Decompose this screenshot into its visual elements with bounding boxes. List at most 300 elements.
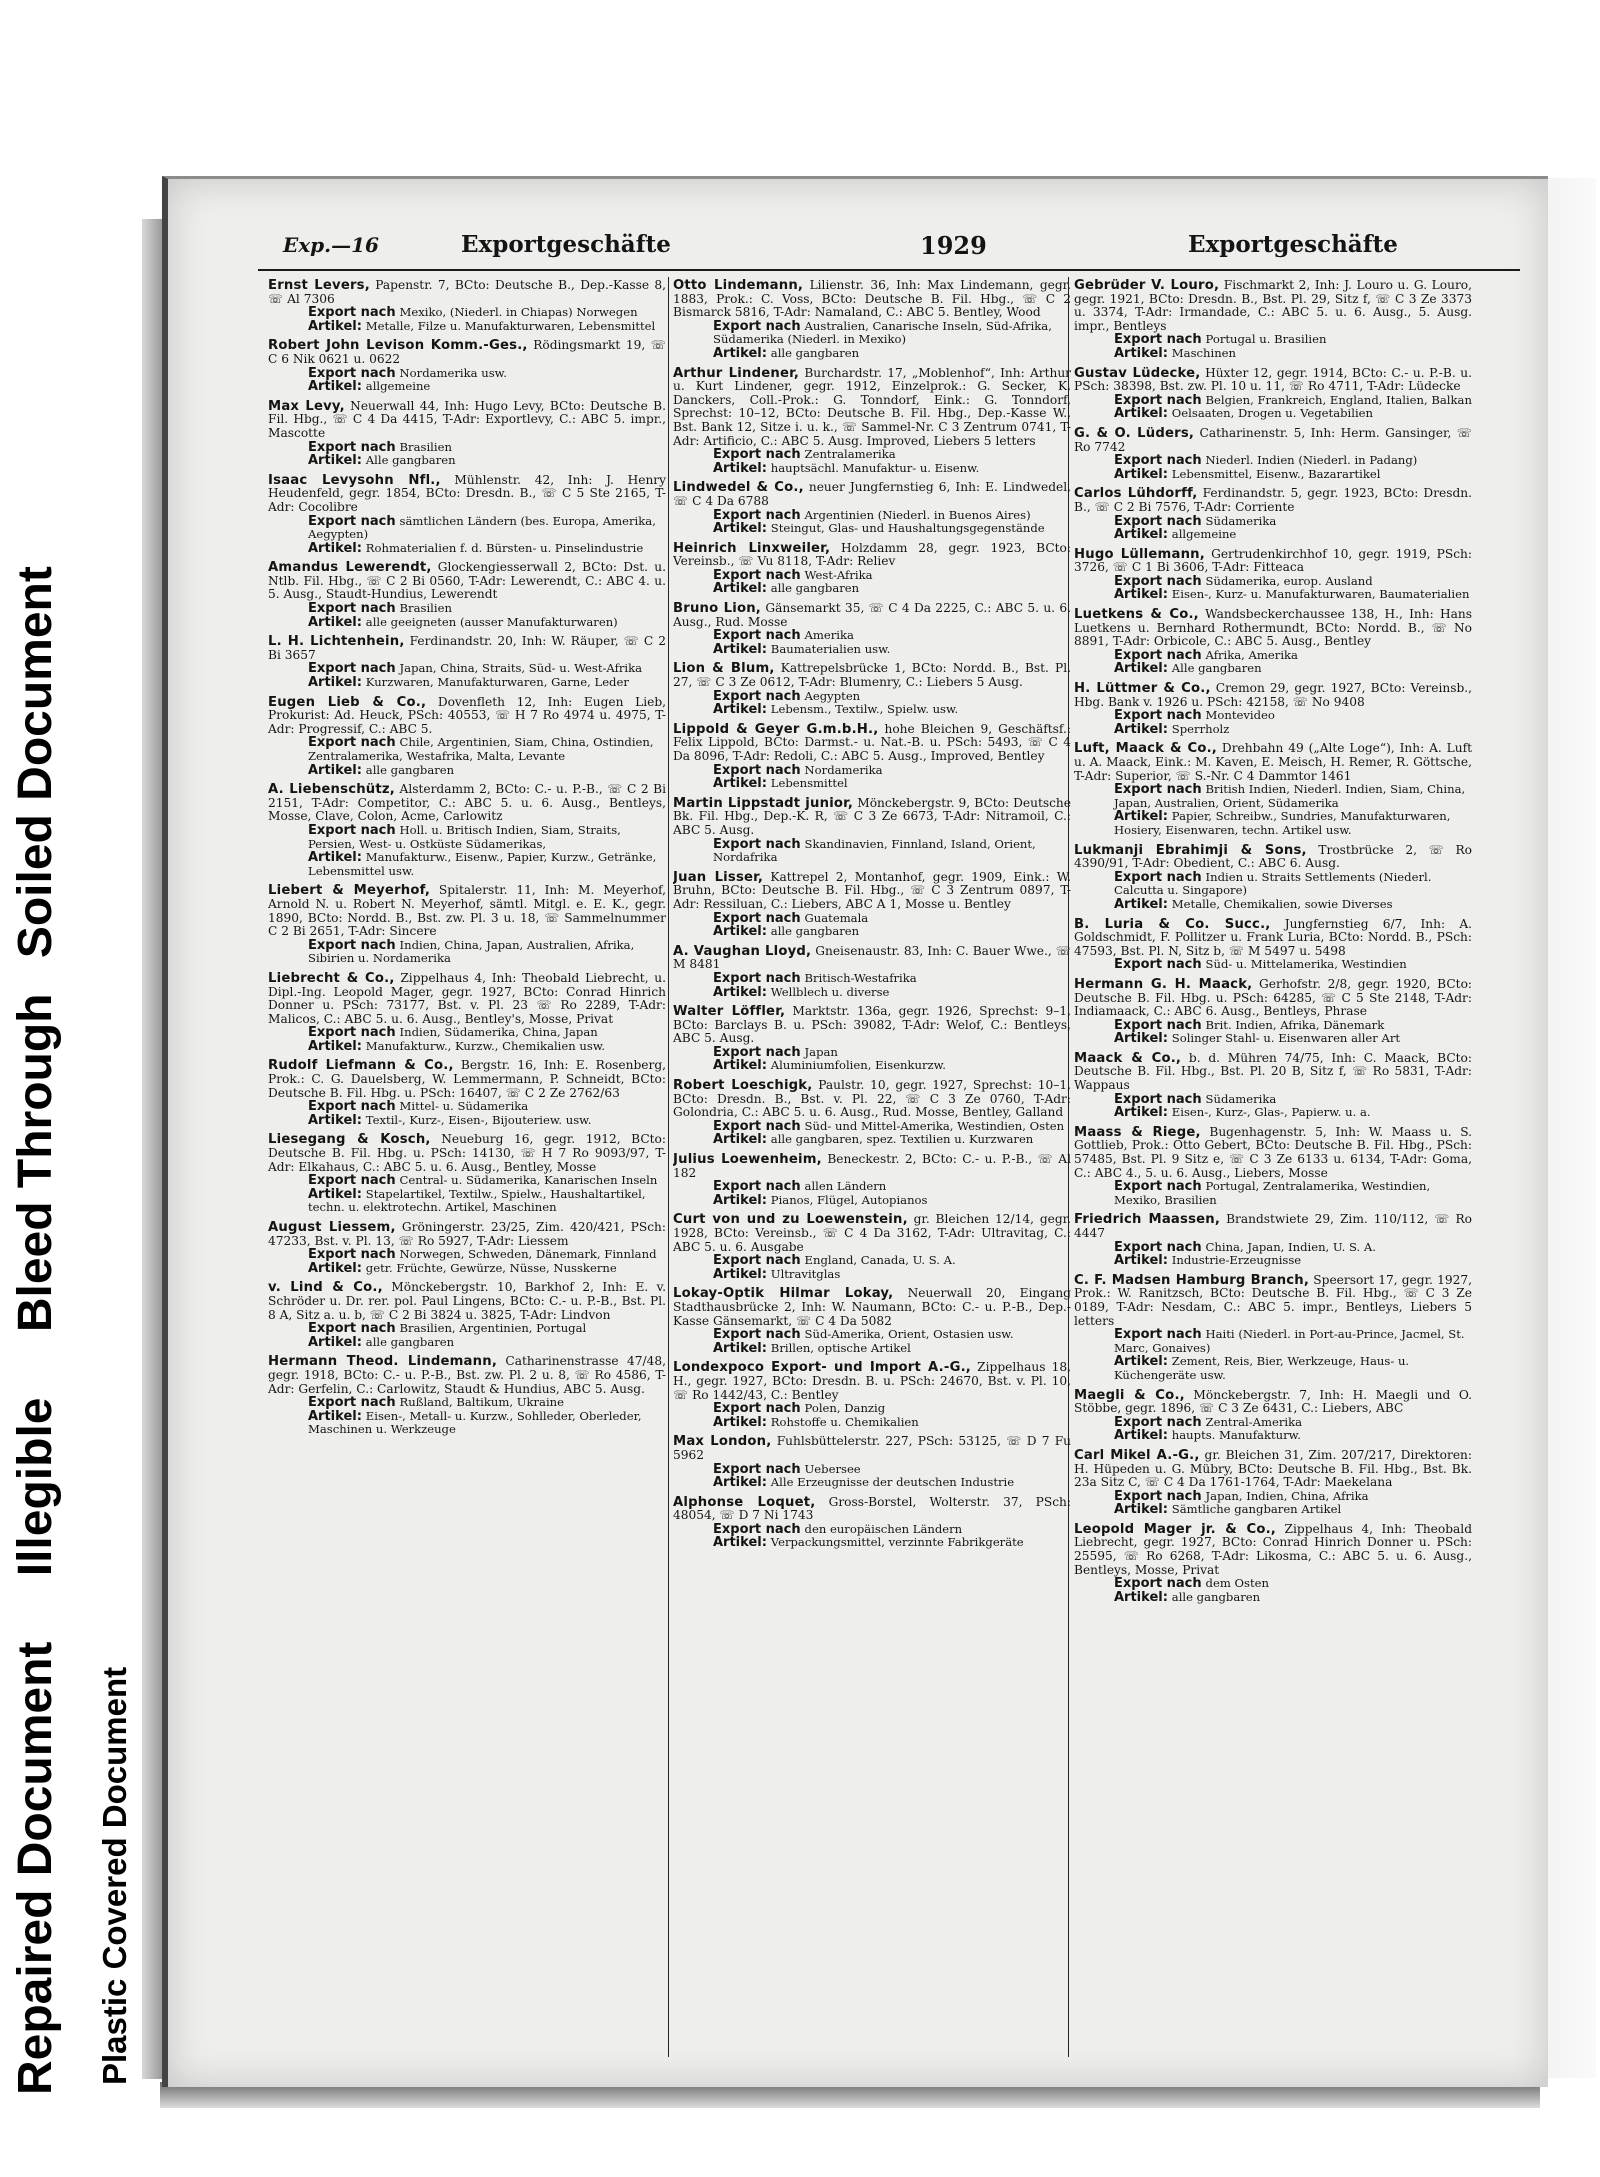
line-value: Ultravitglas bbox=[770, 1266, 841, 1281]
line-label: Artikel: bbox=[308, 318, 362, 334]
line-value: Polen, Danzig bbox=[804, 1401, 886, 1416]
line-label: Export nach bbox=[713, 970, 801, 986]
company-name: Maass & Riege, bbox=[1074, 1124, 1201, 1140]
entry-header bbox=[673, 797, 1071, 838]
directory-entry bbox=[268, 635, 666, 689]
line-value: Metalle, Filze u. Manufakturwaren, Lebensmittel bbox=[365, 318, 656, 333]
company-name: Juan Lisser, bbox=[673, 869, 764, 885]
line-label: Export nach bbox=[1114, 1488, 1202, 1504]
entry-header bbox=[673, 279, 1071, 320]
article-line bbox=[673, 462, 1071, 476]
company-name: A. Vaughan Lloyd, bbox=[673, 943, 812, 959]
entry-header bbox=[1074, 978, 1472, 1019]
export-line bbox=[268, 1100, 666, 1114]
export-line bbox=[673, 838, 1071, 865]
line-label: Artikel: bbox=[308, 675, 362, 691]
export-line bbox=[1074, 958, 1472, 972]
company-details: Paulstr. 10, gegr. 1927, Sprechst: 10–1, BCto: Dresdn. B., Bst. v. Pl. 22, ☏ C 3 Ze 0760, T-Adr: Golondria, C.: ABC 5. u. 6. Ausg., Rud. Mosse, Bentley, Galland bbox=[673, 1078, 1071, 1120]
export-line bbox=[1074, 1019, 1472, 1033]
line-label: Export nach bbox=[713, 836, 801, 852]
line-value: Guatemala bbox=[804, 910, 869, 925]
export-line bbox=[268, 939, 666, 966]
export-line bbox=[673, 1046, 1071, 1060]
article-line bbox=[673, 1342, 1071, 1356]
entry-header bbox=[1074, 742, 1472, 783]
line-label: Export nach bbox=[1114, 1017, 1202, 1033]
article-line bbox=[673, 1059, 1071, 1073]
directory-entry bbox=[1074, 742, 1472, 837]
entry-header bbox=[1074, 1389, 1472, 1416]
entry-header bbox=[1074, 1523, 1472, 1577]
directory-entry bbox=[1074, 367, 1472, 421]
company-details: Holzdamm 28, gegr. 1923, BCto: Vereinsb., ☏ Vu 8118, T-Adr: Reliev bbox=[673, 540, 1071, 569]
article-line bbox=[1074, 588, 1472, 602]
line-value: West-Afrika bbox=[804, 567, 873, 582]
export-line bbox=[268, 441, 666, 455]
company-details: Zippelhaus 4, Inh: Theobald Liebrecht, gegr. 1927, BCto: Conrad Hinrich Donner u. PSch: 25595, ☏ Ro 6268, T-Adr: Likosma, C.: ABC 5. u. 6. Ausg., Bentleys, Mosse, Privat bbox=[1074, 1521, 1472, 1577]
export-line bbox=[268, 1026, 666, 1040]
export-line bbox=[1074, 454, 1472, 468]
directory-entry bbox=[1074, 682, 1472, 736]
line-label: Artikel: bbox=[713, 1266, 767, 1282]
line-label: Artikel: bbox=[1114, 345, 1168, 361]
company-name: Gebrüder V. Louro, bbox=[1074, 279, 1220, 293]
directory-entry bbox=[1074, 978, 1472, 1046]
line-label: Export nach bbox=[713, 1253, 801, 1269]
article-line bbox=[673, 347, 1071, 361]
line-value: Aegypten bbox=[804, 688, 861, 703]
company-details: Catharinenstrasse 47/48, gegr. 1918, BCto: C.- u. P.-B., Bst. zw. Pl. 2 u. 8, ☏ Ro 4586, T-Adr: Gerfelin, C.: Carlowitz, Staudt & Hundius, ABC 5. Ausg. bbox=[268, 1354, 666, 1396]
article-line bbox=[673, 925, 1071, 939]
line-value: Alle gangbaren bbox=[365, 453, 456, 468]
company-name: Walter Löffler, bbox=[673, 1004, 786, 1020]
company-details: Gänsemarkt 35, ☏ C 4 Da 2225, C.: ABC 5. u. 6. Ausg., Rud. Mosse bbox=[673, 601, 1071, 629]
side-label-soiled: Soiled Document bbox=[9, 566, 62, 959]
line-value: alle geeigneten (ausser Manufakturwaren) bbox=[365, 614, 618, 629]
article-line bbox=[673, 1194, 1071, 1208]
export-line bbox=[268, 602, 666, 616]
company-name: Hugo Lüllemann, bbox=[1074, 546, 1205, 562]
line-value: Brasilien bbox=[399, 601, 452, 616]
line-label: Export nach bbox=[713, 762, 801, 778]
article-line bbox=[268, 380, 666, 394]
article-line bbox=[673, 703, 1071, 717]
entry-header bbox=[673, 723, 1071, 764]
line-label: Artikel: bbox=[308, 1260, 362, 1276]
line-label: Export nach bbox=[1114, 957, 1202, 973]
export-line bbox=[268, 824, 666, 851]
export-line bbox=[1074, 1577, 1472, 1591]
entry-header bbox=[673, 481, 1071, 508]
line-value: alle gangbaren bbox=[1171, 1589, 1261, 1604]
line-value: Lebensm., Textilw., Spielw. usw. bbox=[770, 702, 959, 717]
line-value: Portugal u. Brasilien bbox=[1205, 332, 1327, 347]
company-name: Hermann Theod. Lindemann, bbox=[268, 1354, 498, 1370]
directory-entry bbox=[673, 1079, 1071, 1147]
line-label: Export nach bbox=[308, 1173, 396, 1189]
export-line bbox=[673, 1402, 1071, 1416]
company-name: Bruno Lion, bbox=[673, 601, 762, 617]
line-label: Export nach bbox=[308, 822, 396, 838]
line-label: Artikel: bbox=[713, 641, 767, 657]
side-label-illegible: Illegible bbox=[9, 1397, 62, 1577]
entry-header bbox=[268, 561, 666, 602]
line-label: Export nach bbox=[713, 507, 801, 523]
company-details: Speersort 17, gegr. 1927, Prok.: W. Ranitzsch, BCto: Deutsche B. Fil. Hbg., ☏ C 3 Ze 0189, T-Adr: Nesdam, C.: ABC 5. impr., Bentleys, Liebers 5 letters bbox=[1074, 1272, 1472, 1328]
line-label: Artikel: bbox=[308, 1334, 362, 1350]
export-line bbox=[268, 306, 666, 320]
company-name: Liebert & Meyerhof, bbox=[268, 883, 431, 899]
entry-header bbox=[268, 1133, 666, 1174]
company-details: Wandsbeckerchaussee 138, H., Inh: Hans Luetkens u. Bernhard Rothermundt, BCto: Nordd. B., ☏ No 8891, T-Adr: Orbicole, C.: ABC 5. Ausg., Bentley bbox=[1074, 607, 1472, 649]
company-name: Lokay-Optik Hilmar Lokay, bbox=[673, 1286, 894, 1302]
export-line bbox=[673, 320, 1071, 347]
article-line bbox=[1074, 1591, 1472, 1605]
line-label: Artikel: bbox=[308, 453, 362, 469]
article-line bbox=[673, 1536, 1071, 1550]
directory-entry bbox=[1074, 279, 1472, 361]
company-details: Brandstwiete 29, Zim. 110/112, ☏ Ro 4447 bbox=[1074, 1212, 1472, 1240]
article-line bbox=[1074, 347, 1472, 361]
line-value: alle gangbaren bbox=[770, 581, 860, 596]
entry-header bbox=[268, 696, 666, 737]
directory-entry bbox=[268, 1059, 666, 1127]
line-value: Holl. u. Britisch Indien, Siam, Straits, Persien, West- u. Ostküste Südamerikas, bbox=[308, 822, 621, 851]
line-label: Artikel: bbox=[1114, 527, 1168, 543]
line-label: Artikel: bbox=[308, 379, 362, 395]
company-details: neuer Jungfernstieg 6, Inh: E. Lindwedel, ☏ C 4 Da 6788 bbox=[673, 480, 1071, 508]
line-label: Artikel: bbox=[713, 984, 767, 1000]
line-value: haupts. Manufakturw. bbox=[1171, 1428, 1301, 1443]
line-label: Export nach bbox=[713, 1327, 801, 1343]
line-value: Aluminiumfolien, Eisenkurzw. bbox=[770, 1058, 946, 1073]
line-value: Baumaterialien usw. bbox=[770, 641, 891, 656]
company-details: Gertrudenkirchhof 10, gegr. 1919, PSch: 3726, ☏ C 1 Bi 3606, T-Adr: Fitteaca bbox=[1074, 546, 1472, 575]
article-line bbox=[1074, 407, 1472, 421]
company-name: Amandus Lewerendt, bbox=[268, 560, 432, 576]
line-value: Britisch-Westafrika bbox=[804, 970, 917, 985]
line-value: Eisen-, Kurz-, Glas-, Papierw. u. a. bbox=[1171, 1105, 1371, 1120]
line-label: Export nach bbox=[1114, 782, 1202, 798]
entry-header bbox=[673, 542, 1071, 569]
line-label: Export nach bbox=[1114, 1414, 1202, 1430]
company-details: Bergstr. 16, Inh: E. Rosenberg, Prok.: C. G. Dauelsberg, W. Lemmermann, P. Schneidt, BCto: Deutsche B. Fil. Hbg. u. PSch: 16407, ☏ C 2 Ze 2762/63 bbox=[268, 1058, 666, 1100]
company-details: Gross-Borstel, Wolterstr. 37, PSch: 48054, ☏ D 7 Ni 1743 bbox=[673, 1494, 1071, 1523]
directory-entry bbox=[268, 696, 666, 778]
line-value: allen Ländern bbox=[804, 1179, 887, 1194]
export-line bbox=[1074, 649, 1472, 663]
line-label: Artikel: bbox=[1114, 1502, 1168, 1518]
line-value: Zement, Reis, Bier, Werkzeuge, Haus- u. Küchengeräte usw. bbox=[1114, 1354, 1410, 1382]
column-2 bbox=[673, 279, 1071, 2057]
line-value: alle gangbaren bbox=[770, 924, 860, 939]
line-value: Argentinien (Niederl. in Buenos Aires) bbox=[804, 507, 1031, 522]
company-name: Robert John Levison Komm.-Ges., bbox=[268, 338, 528, 354]
company-details: Mönckebergstr. 9, BCto: Deutsche Bk. Fil. Hbg., Dep.-K. R, ☏ C 3 Ze 6673, T-Adr: Nitramoil, C.: ABC 5. Ausg. bbox=[673, 795, 1071, 837]
line-value: Rußland, Baltikum, Ukraine bbox=[399, 1395, 565, 1410]
line-label: Export nach bbox=[713, 1521, 801, 1537]
line-value: Stapelartikel, Textilw., Spielw., Haushaltartikel, techn. u. elektrotechn. Artikel, Maschinen bbox=[308, 1186, 646, 1215]
line-value: Verpackungsmittel, verzinnte Fabrikgeräte bbox=[770, 1535, 1024, 1550]
line-label: Export nach bbox=[308, 1025, 396, 1041]
company-details: b. d. Mühren 74/75, Inh: C. Maack, BCto: Deutsche B. Fil. Hbg., Bst. Pl. 20 B, Sitz f, ☏ Ro 5831, T-Adr: Wappaus bbox=[1074, 1050, 1472, 1093]
company-details: Papenstr. 7, BCto: Deutsche B., Dep.-Kasse 8, ☏ Al 7306 bbox=[268, 279, 666, 306]
company-name: Hermann G. H. Maack, bbox=[1074, 976, 1253, 992]
article-line bbox=[673, 522, 1071, 536]
company-name: Max Levy, bbox=[268, 398, 345, 414]
company-name: Curt von und zu Loewenstein, bbox=[673, 1212, 908, 1228]
company-details: Mönckebergstr. 7, Inh: H. Maegli und O. Stöbbe, gegr. 1896, ☏ C 3 Ze 6431, C.: Liebers, ABC bbox=[1074, 1387, 1472, 1416]
directory-entry bbox=[268, 561, 666, 629]
header-right-title: Exportgeschäfte bbox=[1188, 231, 1398, 258]
line-label: Export nach bbox=[308, 937, 396, 953]
export-line bbox=[673, 1523, 1071, 1537]
article-line bbox=[1074, 1429, 1472, 1443]
export-line bbox=[1074, 1241, 1472, 1255]
company-details: Rödingsmarkt 19, ☏ C 6 Nik 0621 u. 0622 bbox=[268, 338, 666, 366]
article-line bbox=[268, 764, 666, 778]
company-name: Liebrecht & Co., bbox=[268, 970, 395, 986]
entry-header bbox=[673, 1435, 1071, 1462]
line-value: England, Canada, U. S. A. bbox=[804, 1253, 956, 1268]
company-details: Fischmarkt 2, Inh: J. Louro u. G. Louro, gegr. 1921, BCto: Dresdn. B., Bst. Pl. 29, Sitz f, ☏ C 3 Ze 3373 u. 3374, T-Adr: Irmandade, C.: ABC 5. u. 6. Ausg., 5. Ausg. impr., Bentleys bbox=[1074, 279, 1472, 333]
export-line bbox=[1074, 1490, 1472, 1504]
article-line bbox=[268, 1336, 666, 1350]
directory-entry bbox=[268, 400, 666, 468]
company-details: hohe Bleichen 9, Geschäftsf.: Felix Lippold, BCto: Darmst.- u. Nat.-B. u. PSch: 5493, ☏ C 4 Da 8096, T-Adr: Redoli, C.: ABC 5. Ausg., Improved, Bentley bbox=[673, 721, 1071, 763]
directory-entry bbox=[1074, 844, 1472, 912]
line-label: Artikel: bbox=[1114, 1105, 1168, 1121]
line-label: Export nach bbox=[713, 1118, 801, 1134]
company-name: Lindwedel & Co., bbox=[673, 480, 804, 496]
article-line bbox=[268, 851, 666, 878]
line-value: Nordamerika bbox=[804, 762, 883, 777]
line-value: den europäischen Ländern bbox=[804, 1521, 963, 1536]
line-value: China, Japan, Indien, U. S. A. bbox=[1205, 1239, 1376, 1254]
directory-entry bbox=[1074, 1126, 1472, 1208]
line-value: Alle Erzeugnisse der deutschen Industrie bbox=[770, 1475, 1015, 1490]
company-name: Londexpoco Export- und Import A.-G., bbox=[673, 1360, 972, 1376]
company-name: Max London, bbox=[673, 1434, 772, 1450]
line-label: Artikel: bbox=[713, 1475, 767, 1491]
line-value: dem Osten bbox=[1205, 1576, 1269, 1591]
company-name: Otto Lindemann, bbox=[673, 279, 804, 293]
company-details: Kattrepelsbrücke 1, BCto: Nordd. B., Bst. Pl. 27, ☏ C 3 Ze 0612, T-Adr: Blumenry, C.: Liebers 5 Ausg. bbox=[673, 661, 1071, 690]
article-line bbox=[1074, 468, 1472, 482]
column-3 bbox=[1074, 279, 1472, 2057]
company-details: Bugenhagenstr. 5, Inh: W. Maass u. S. Gottlieb, Prok.: Otto Gebert, BCto: Deutsche B. Fil. Hbg., PSch: 57485, Bst. Pl. 9 Sitz e, ☏ C 3 Ze 6133 u. 6134, T-Adr: Goma, C.: ABC 4., 5. u. 6. Ausg., Liebers, Mosse bbox=[1074, 1124, 1472, 1180]
company-name: Leopold Mager jr. & Co., bbox=[1074, 1521, 1276, 1537]
export-line bbox=[268, 1174, 666, 1188]
line-value: Belgien, Frankreich, England, Italien, Balkan bbox=[1205, 392, 1472, 407]
line-label: Export nach bbox=[308, 305, 396, 321]
company-details: Beneckestr. 2, BCto: C.- u. P.-B., ☏ Al 182 bbox=[673, 1152, 1071, 1180]
line-value: allgemeine bbox=[365, 379, 431, 394]
entry-header bbox=[1074, 367, 1472, 394]
article-line bbox=[673, 986, 1071, 1000]
export-line bbox=[673, 1463, 1071, 1477]
line-value: alle gangbaren bbox=[770, 345, 860, 360]
company-name: Isaac Levysohn Nfl., bbox=[268, 472, 441, 488]
company-name: Lukmanji Ebrahimji & Sons, bbox=[1074, 842, 1307, 858]
company-details: Dovenfleth 12, Inh: Eugen Lieb, Prokurist: Ad. Heuck, PSch: 40553, ☏ H 7 Ro 4974 u. 4975, T-Adr: Progressif, C.: ABC 5. bbox=[268, 694, 666, 736]
directory-entry bbox=[1074, 918, 1472, 972]
line-value: Mittel- u. Südamerika bbox=[399, 1099, 529, 1114]
entry-header bbox=[1074, 608, 1472, 649]
column-divider bbox=[668, 277, 669, 2057]
line-label: Artikel: bbox=[713, 581, 767, 597]
line-label: Artikel: bbox=[308, 850, 362, 866]
directory-entry bbox=[1074, 1274, 1472, 1383]
company-name: Julius Loewenheim, bbox=[673, 1152, 822, 1168]
line-label: Artikel: bbox=[713, 460, 767, 476]
directory-entry bbox=[673, 1361, 1071, 1429]
directory-entry bbox=[673, 1153, 1071, 1207]
company-details: Catharinenstr. 5, Inh: Herm. Gansinger, ☏ Ro 7742 bbox=[1074, 425, 1472, 454]
entry-header bbox=[1074, 918, 1472, 959]
line-label: Export nach bbox=[1114, 332, 1202, 348]
directory-entry bbox=[268, 339, 666, 393]
entry-header bbox=[1074, 487, 1472, 514]
directory-entry bbox=[268, 1281, 666, 1349]
export-line bbox=[1074, 1180, 1472, 1207]
header-year: 1929 bbox=[920, 231, 987, 260]
line-value: Alle gangbaren bbox=[1171, 661, 1262, 676]
company-name: August Liessem, bbox=[268, 1220, 396, 1235]
line-value: Manufakturw., Kurzw., Chemikalien usw. bbox=[365, 1038, 606, 1053]
line-value: Süd- u. Mittelamerika, Westindien bbox=[1205, 957, 1407, 972]
entry-header bbox=[673, 945, 1071, 972]
article-line bbox=[673, 1476, 1071, 1490]
company-name: Carl Mikel A.-G., bbox=[1074, 1447, 1200, 1463]
line-value: Solinger Stahl- u. Eisenwaren aller Art bbox=[1171, 1031, 1401, 1046]
company-name: Gustav Lüdecke, bbox=[1074, 365, 1201, 381]
line-value: Brit. Indien, Afrika, Dänemark bbox=[1205, 1017, 1385, 1032]
entry-header bbox=[1074, 682, 1472, 709]
entry-header bbox=[673, 1213, 1071, 1254]
line-label: Export nach bbox=[713, 1044, 801, 1060]
line-label: Export nach bbox=[1114, 1576, 1202, 1592]
line-label: Artikel: bbox=[1114, 661, 1168, 677]
entry-header bbox=[268, 400, 666, 441]
directory-entry bbox=[673, 1287, 1071, 1355]
article-line bbox=[1074, 662, 1472, 676]
line-label: Export nach bbox=[1114, 708, 1202, 724]
page-header bbox=[283, 231, 1513, 263]
line-label: Artikel: bbox=[1114, 1354, 1168, 1370]
directory-entry bbox=[673, 871, 1071, 939]
side-label-repaired: Repaired Document bbox=[9, 1641, 62, 2095]
company-name: Maack & Co., bbox=[1074, 1050, 1182, 1066]
directory-entry bbox=[673, 662, 1071, 716]
company-name: Maegli & Co., bbox=[1074, 1387, 1185, 1403]
company-details: Trostbrücke 2, ☏ Ro 4390/91, T-Adr: Obedient, C.: ABC 6. Ausg. bbox=[1074, 842, 1472, 871]
company-name: Alphonse Loquet, bbox=[673, 1494, 816, 1510]
directory-entry bbox=[1074, 548, 1472, 602]
company-name: B. Luria & Co. Succ., bbox=[1074, 916, 1271, 932]
page-reference: Exp.—16 bbox=[283, 233, 379, 257]
line-value: alle gangbaren bbox=[365, 762, 455, 777]
header-rule bbox=[258, 269, 1520, 271]
directory-entry bbox=[268, 474, 666, 556]
article-line bbox=[268, 616, 666, 630]
directory-entry bbox=[673, 945, 1071, 999]
company-details: Neueburg 16, gegr. 1912, BCto: Deutsche B. Fil. Hbg. u. PSch: 14130, ☏ H 7 Ro 9093/97, T-Adr: Elkahaus, C.: ABC 5. u. 6. Ausg., Bentley, Mosse bbox=[268, 1132, 666, 1174]
company-details: Mönckebergstr. 10, Barkhof 2, Inh: E. v. Schröder u. Dr. rer. pol. Paul Lingens, BCto: C.- u. P.-B., Bst. Pl. 8 A, Sitz a. u. b, ☏ C 2 Bi 3824 u. 3825, T-Adr: Lindvon bbox=[268, 1280, 666, 1322]
company-name: C. F. Madsen Hamburg Branch, bbox=[1074, 1272, 1310, 1288]
line-label: Artikel: bbox=[1114, 1031, 1168, 1047]
entry-header bbox=[1074, 1213, 1472, 1240]
line-label: Export nach bbox=[713, 567, 801, 583]
entry-header bbox=[268, 279, 666, 306]
line-value: Niederl. Indien (Niederl. in Padang) bbox=[1205, 453, 1418, 468]
article-line bbox=[673, 1268, 1071, 1282]
article-line bbox=[1074, 1355, 1472, 1382]
article-line bbox=[268, 676, 666, 690]
line-label: Artikel: bbox=[713, 776, 767, 792]
export-line bbox=[268, 736, 666, 763]
line-label: Artikel: bbox=[713, 1535, 767, 1551]
article-line bbox=[268, 1410, 666, 1437]
entry-header bbox=[1074, 1052, 1472, 1093]
directory-entry bbox=[673, 367, 1071, 476]
company-name: Rudolf Liefmann & Co., bbox=[268, 1058, 454, 1074]
line-label: Export nach bbox=[308, 1321, 396, 1337]
line-value: Südamerika bbox=[1205, 1091, 1277, 1106]
entry-header bbox=[1074, 548, 1472, 575]
entry-header bbox=[673, 1496, 1071, 1523]
line-value: Nordamerika usw. bbox=[399, 365, 507, 380]
line-value: Japan bbox=[804, 1044, 838, 1059]
line-value: Japan, Indien, China, Afrika bbox=[1205, 1488, 1369, 1503]
entry-header bbox=[268, 474, 666, 515]
line-value: Süd- und Mittel-Amerika, Westindien, Osten bbox=[804, 1118, 1065, 1133]
company-details: Gerhofstr. 2/8, gegr. 1920, BCto: Deutsche B. Fil. Hbg. u. PSch: 64285, ☏ C 5 Ste 2148, T-Adr: Indiamaack, C.: ABC 6. Ausg., Bentleys, Phrase bbox=[1074, 976, 1472, 1019]
directory-entry bbox=[268, 1355, 666, 1437]
line-label: Artikel: bbox=[1114, 1428, 1168, 1444]
line-value: Skandinavien, Finnland, Island, Orient, Nordafrika bbox=[713, 836, 1036, 865]
export-line bbox=[673, 972, 1071, 986]
export-line bbox=[1074, 394, 1472, 408]
line-label: Export nach bbox=[713, 447, 801, 463]
line-value: Brasilien bbox=[399, 439, 452, 454]
line-value: Indien, China, Japan, Australien, Afrika, Sibirien u. Nordamerika bbox=[308, 937, 635, 966]
line-value: Brillen, optische Artikel bbox=[770, 1340, 911, 1355]
line-value: getr. Früchte, Gewürze, Nüsse, Nusskerne bbox=[365, 1260, 617, 1275]
company-details: Drehbahn 49 („Alte Loge“), Inh: A. Luft u. A. Maack, Eink.: M. Kaven, E. Meisch, H. Remer, R. Göttsche, T-Adr: Superior, ☏ S.-Nr. C 4 Dammtor 1461 bbox=[1074, 741, 1472, 783]
line-label: Artikel: bbox=[713, 1132, 767, 1148]
article-line bbox=[1074, 1254, 1472, 1268]
entry-header bbox=[673, 662, 1071, 689]
directory-entry bbox=[268, 884, 666, 966]
side-label-primary bbox=[8, 566, 63, 2095]
line-label: Export nach bbox=[308, 1395, 396, 1411]
entry-header bbox=[673, 1153, 1071, 1180]
company-name: Luetkens & Co., bbox=[1074, 607, 1199, 623]
header-left-title: Exportgeschäfte bbox=[461, 231, 671, 258]
line-label: Export nach bbox=[308, 513, 396, 529]
line-value: Zentral-Amerika bbox=[1205, 1414, 1303, 1429]
article-line bbox=[673, 643, 1071, 657]
line-label: Export nach bbox=[713, 910, 801, 926]
article-line bbox=[1074, 810, 1472, 837]
line-label: Export nach bbox=[1114, 1239, 1202, 1255]
export-line bbox=[673, 448, 1071, 462]
entry-header bbox=[1074, 427, 1472, 454]
line-label: Export nach bbox=[1114, 573, 1202, 589]
directory-entry bbox=[268, 783, 666, 878]
directory-entry bbox=[1074, 1523, 1472, 1605]
